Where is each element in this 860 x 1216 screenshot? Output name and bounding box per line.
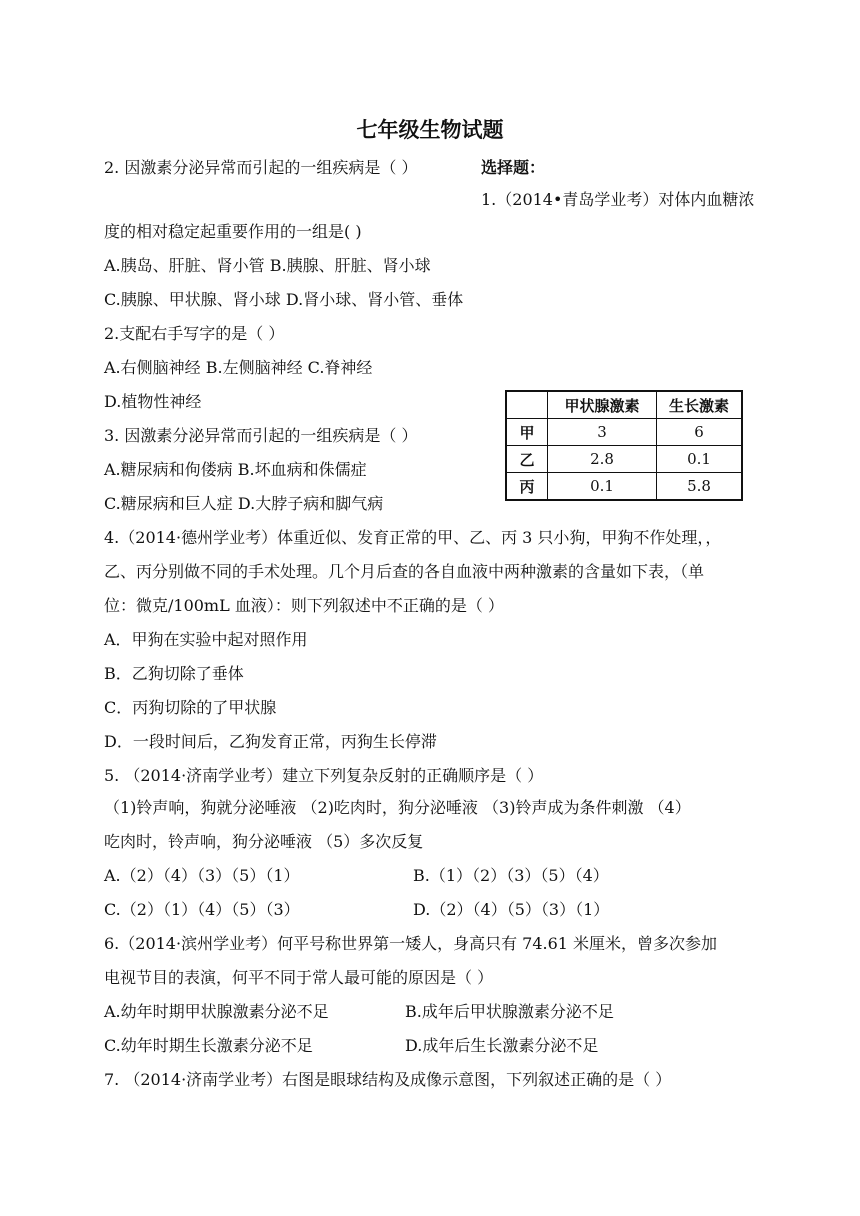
question-4-option-d: D．一段时间后，乙狗发育正常，丙狗生长停滞 xyxy=(104,732,437,751)
question-2b-stem: 2.支配右手写字的是（ ） xyxy=(104,324,285,343)
question-1-options-cd: C.胰腺、甲状腺、肾小球 D.肾小球、肾小管、垂体 xyxy=(104,290,464,309)
question-2-stem: 2. 因激素分泌异常而引起的一组疾病是（ ） xyxy=(104,158,418,177)
question-3-options-ab: A.糖尿病和佝偻病 B.坏血病和侏儒症 xyxy=(104,460,367,479)
question-6-stem-cont: 电视节目的表演，何平不同于常人最可能的原因是（ ） xyxy=(104,968,494,987)
table-cell: 3 xyxy=(548,419,657,446)
question-5-option-d: D.（2）（4）（5）（3）（1） xyxy=(413,900,610,919)
question-2b-options-abc: A.右侧脑神经 B.左侧脑神经 C.脊神经 xyxy=(104,358,373,377)
question-1-stem-cont: 度的相对稳定起重要作用的一组是( ) xyxy=(104,222,362,241)
table-cell: 6 xyxy=(657,419,743,446)
question-1-options-ab: A.胰岛、肝脏、肾小管 B.胰腺、肝脏、肾小球 xyxy=(104,256,431,275)
question-4-stem: 4.（2014·德州学业考）体重近似、发育正常的甲、乙、丙 3 只小狗，甲狗不作处理，， xyxy=(104,528,722,547)
question-6-option-a: A.幼年时期甲状腺激素分泌不足 xyxy=(104,1002,329,1021)
table-cell: 2.8 xyxy=(548,446,657,473)
table-cell: 0.1 xyxy=(548,473,657,501)
section-heading: 选择题： xyxy=(481,158,546,177)
question-4-option-c: C．丙狗切除的了甲状腺 xyxy=(104,698,277,717)
table-row xyxy=(506,419,742,446)
question-6-option-c: C.幼年时期生长激素分泌不足 xyxy=(104,1036,313,1055)
table-row xyxy=(506,473,742,501)
question-5-option-c: C.（2）（1）（4）（5）（3） xyxy=(104,900,300,919)
question-5-items-cont: 吃肉时，铃声响，狗分泌唾液 （5）多次反复 xyxy=(104,832,424,851)
table-header-cell xyxy=(506,391,548,419)
question-5-stem: 5. （2014·济南学业考）建立下列复杂反射的正确顺序是（ ） xyxy=(104,766,544,785)
table-cell: 0.1 xyxy=(657,446,743,473)
question-3-stem: 3. 因激素分泌异常而引起的一组疾病是（ ） xyxy=(104,426,418,445)
question-4-stem-cont: 位：微克/100mL 血液）：则下列叙述中不正确的是（ ） xyxy=(104,596,504,615)
table-cell: 5.8 xyxy=(657,473,743,501)
question-6-option-d: D.成年后生长激素分泌不足 xyxy=(405,1036,599,1055)
table-header-cell: 甲状腺激素 xyxy=(548,391,657,419)
table-cell: 甲 xyxy=(506,419,548,446)
question-4-stem-cont: 乙、丙分别做不同的手术处理。几个月后查的各自血液中两种激素的含量如下表，（单 xyxy=(104,562,705,581)
question-4-option-b: B．乙狗切除了垂体 xyxy=(104,664,244,683)
table-row xyxy=(506,446,742,473)
question-5-option-b: B.（1）（2）（3）（5）（4） xyxy=(413,866,609,885)
table-cell: 乙 xyxy=(506,446,548,473)
table-header-cell: 生长激素 xyxy=(657,391,743,419)
question-6-option-b: B.成年后甲状腺激素分泌不足 xyxy=(405,1002,614,1021)
table-header-row xyxy=(506,391,742,419)
question-6-stem: 6.（2014·滨州学业考）何平号称世界第一矮人，身高只有 74.61 米厘米，曾多次参加 xyxy=(104,934,718,953)
question-3-options-cd: C.糖尿病和巨人症 D.大脖子病和脚气病 xyxy=(104,494,384,513)
question-5-option-a: A.（2）（4）（3）（5）（1） xyxy=(104,866,300,885)
question-7-stem: 7. （2014·济南学业考）右图是眼球结构及成像示意图，下列叙述正确的是（ ） xyxy=(104,1070,672,1089)
question-2b-option-d: D.植物性神经 xyxy=(104,392,202,411)
question-4-option-a: A．甲狗在实验中起对照作用 xyxy=(104,630,308,649)
table-cell: 丙 xyxy=(506,473,548,501)
page-title: 七年级生物试题 xyxy=(356,118,504,142)
hormone-table xyxy=(505,390,743,501)
question-1-stem: 1.（2014•青岛学业考）对体内血糖浓 xyxy=(481,190,755,209)
question-5-items: （1)铃声响，狗就分泌唾液 （2)吃肉时，狗分泌唾液 （3)铃声成为条件刺激 （4） xyxy=(104,798,691,817)
